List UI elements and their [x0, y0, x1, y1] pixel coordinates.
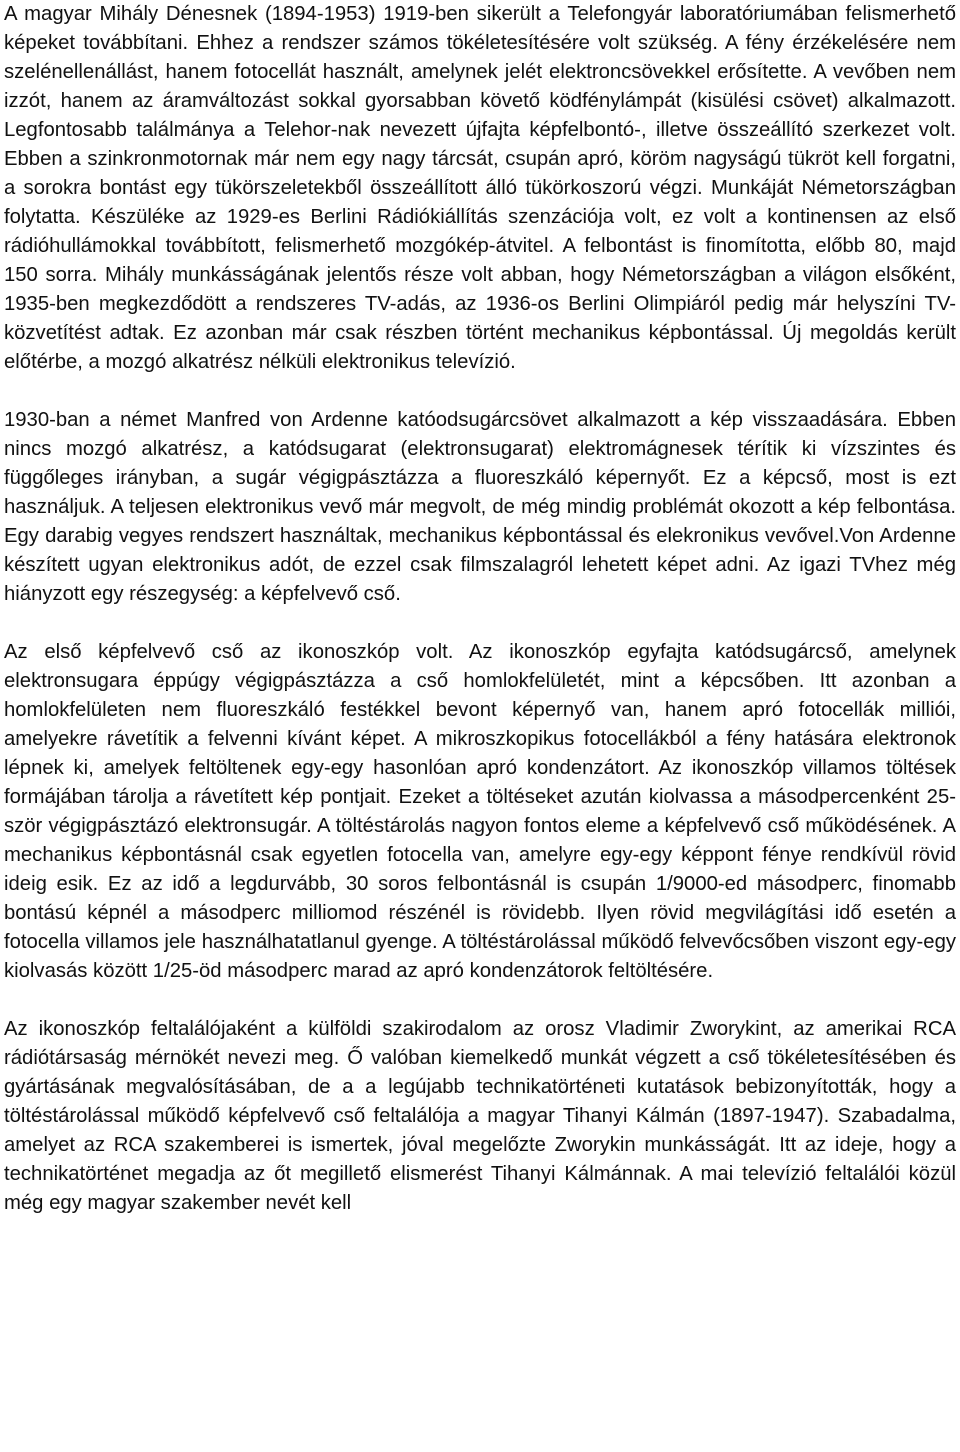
paragraph-mihaly-denes: A magyar Mihály Dénesnek (1894-1953) 1919-ben sikerült a Telefongyár laboratóriumában felismerhető képeket továbbítani. Ehhez a rendszer számos tökéletesítésére volt szükség. A fény érzékelésére nem szelénellenállást, hanem fotocellát használt, amelynek jelét elektroncsövekkel erősítette. A vevőben nem izzót, hanem az áramváltozást sokkal gyorsabban követő ködfénylámpát (kisülési csövet) alkalmazott. Legfontosabb találmánya a Telehor-nak nevezett újfajta képfelbontó-, illetve összeállító szerkezet volt. Ebben a szinkronmotornak már nem egy nagy tárcsát, csupán apró, köröm nagyságú tükröt kell forgatni, a sorokra bontást egy tükörszeletekből összeállított álló tükörkoszorú végzi. Munkáját Németországban folytatta. Készüléke az 1929-es Berlini Rádiókiállítás szenzációja volt, ez volt a kontinensen az első rádióhullámokkal továbbított, felismerhető mozgókép-átvitel. A felbontást is finomította, előbb 80, majd 150 sorra. Mihály munkásságának jelentős része volt abban, hogy Németországban a világon elsőként, 1935-ben megkezdődött a rendszeres TV-adás, az 1936-os Berlini Olimpiáról pedig már helyszíni TV-közvetítést adtak. Ez azonban már csak részben történt mechanikus képbontással. Új megoldás került előtérbe, a mozgó alkatrész nélküli elektronikus televízió.: [4, 3, 956, 373]
paragraph-von-ardenne: 1930-ban a német Manfred von Ardenne katóodsugárcsövet alkalmazott a kép visszaadására. Ebben nincs mozgó alkatrész, a katódsugarat (elektronsugarat) elektromágnesek térítik ki vízszintes és függőleges irányban, a sugár végigpásztázza a fluoreszkáló képernyőt. Ez a képcső, most is ezt használjuk. A teljesen elektronikus vevő már megvolt, de még mindig problémát okozott a kép felbontása. Egy darabig vegyes rendszert használtak, mechanikus képbontással és elekronikus vevővel.Von Ardenne készített ugyan elektronikus adót, de ezzel csak filmszalagról lehetett képet adni. Az igazi TVhez még hiányzott egy részegység: a képfelvevő cső.: [4, 409, 956, 605]
document-page: [4, 0, 956, 1218]
paragraph-ikonoszkop: Az első képfelvevő cső az ikonoszkóp volt. Az ikonoszkóp egyfajta katódsugárcső, amelynek elektronsugara éppúgy végigpásztázza a cső homlokfelületét, mint a képcsőben. Itt azonban a homlokfelületen nem fluoreszkáló festékkel bevont képernyő van, hanem apró fotocellák milliói, amelyekre rávetítik a felvenni kívánt képet. A mikroszkopikus fotocellákból a fény hatására elektronok lépnek ki, amelyek feltöltenek egy-egy hasonlóan apró kondenzátort. Az ikonoszkóp villamos töltések formájában tárolja a rávetített kép pontjait. Ezeket a töltéseket azután kiolvassa a másodpercenként 25-ször végigpásztázó elektronsugár. A töltéstárolás nagyon fontos eleme a képfelvevő cső működésének. A mechanikus képbontásnál csak egyetlen fotocella van, amelyre egy-egy képpont fénye rendkívül rövid ideig esik. Ez az idő a legdurvább, 30 soros felbontásnál is csupán 1/9000-ed másodperc, finomabb bontású képnél a másodperc milliomod részénél is rövidebb. Ilyen rövid megvilágítási idő esetén a fotocella villamos jele használhatatlanul gyenge. A töltéstárolással működő felvevőcsőben viszont egy-egy kiolvasás között 1/25-öd másodperc marad az apró kondenzátorok feltöltésére.: [4, 641, 956, 982]
paragraph-tihanyi-kalman: Az ikonoszkóp feltalálójaként a külföldi szakirodalom az orosz Vladimir Zworykint, az amerikai RCA rádiótársaság mérnökét nevezi meg. Ő valóban kiemelkedő munkát végzett a cső tökéletesítésében és gyártásának megvalósításában, de a a legújabb technikatörténeti kutatások bebizonyították, hogy a töltéstárolással működő képfelvevő cső feltalálója a magyar Tihanyi Kálmán (1897-1947). Szabadalma, amelyet az RCA szakemberei is ismertek, jóval megelőzte Zworykin munkásságát. Itt az ideje, hogy a technikatörténet megadja az őt megillető elismerést Tihanyi Kálmánnak. A mai televízió feltalálói közül még egy magyar szakember nevét kell: [4, 1018, 956, 1214]
